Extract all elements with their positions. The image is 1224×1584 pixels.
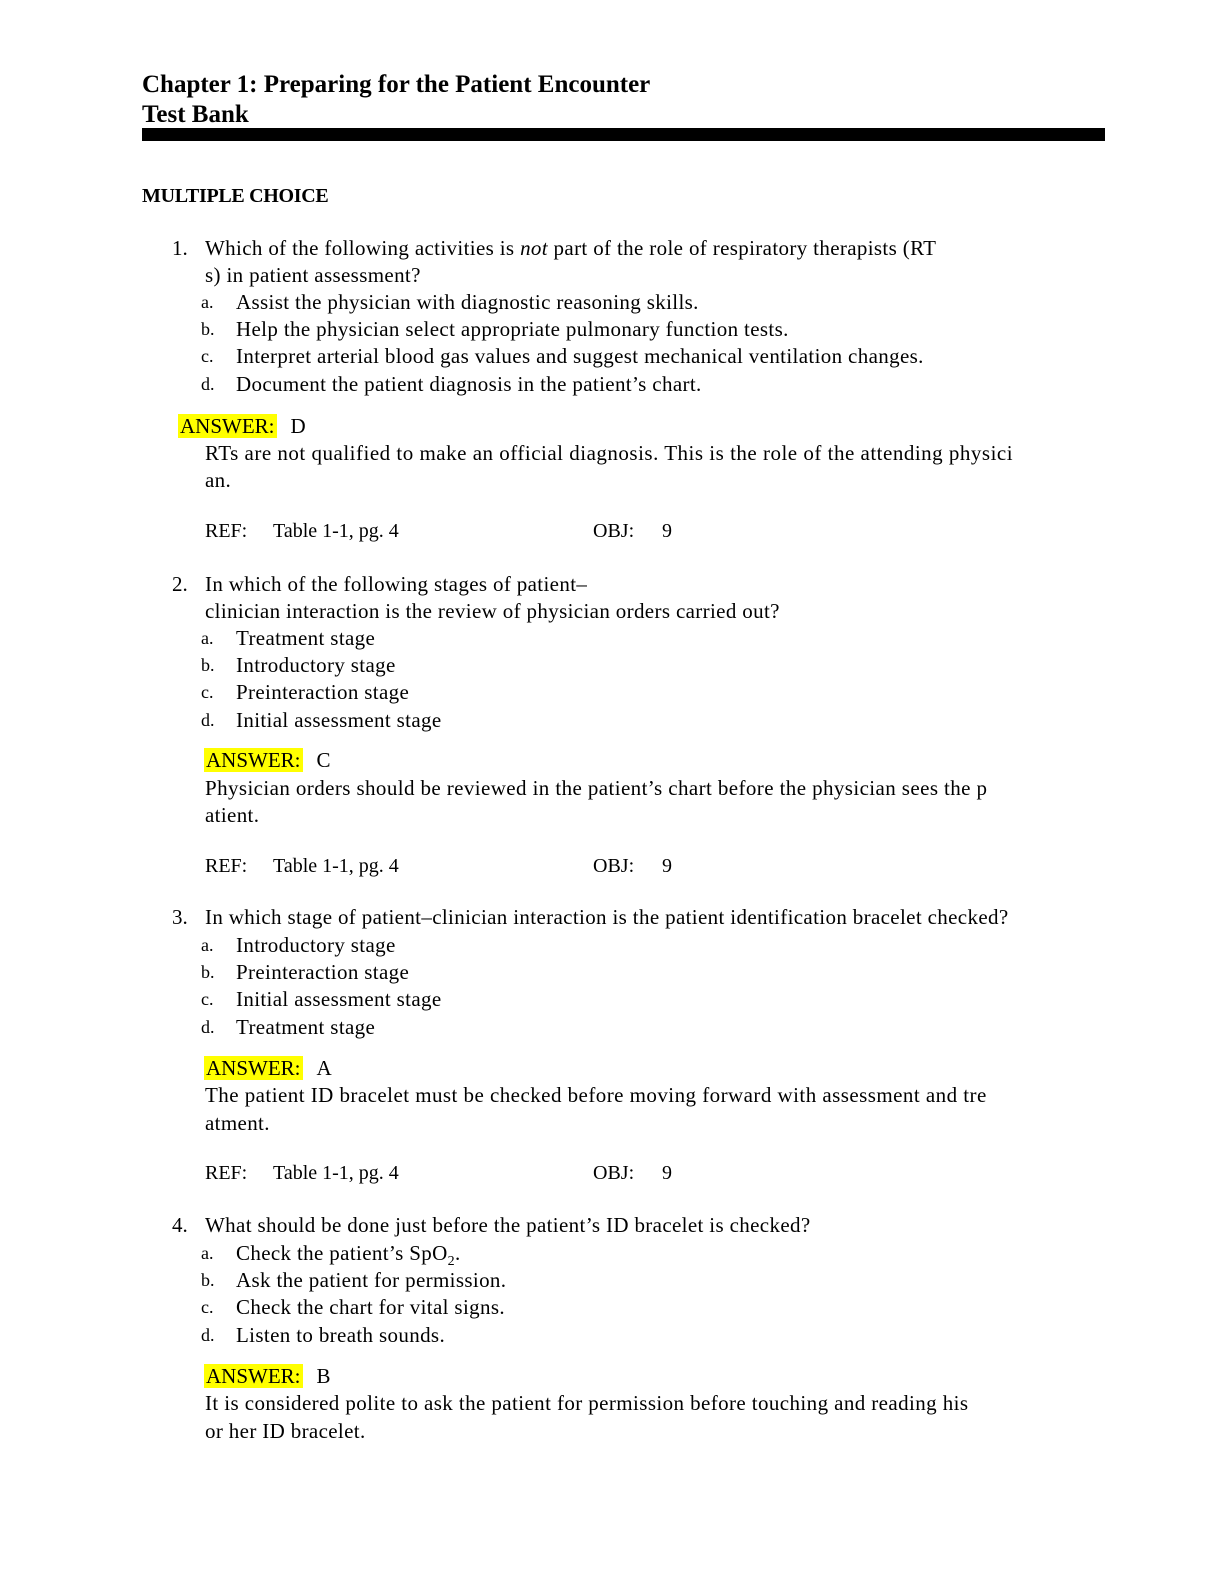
option-letter: a. [201,1243,214,1263]
header-rule [142,128,1105,141]
obj-label: OBJ: [593,520,635,542]
option-text: Introductory stage [236,653,396,677]
obj-value: 9 [662,855,672,877]
question-stem: What should be done just before the patient’s ID bracelet is checked? [205,1213,811,1237]
answer-value: D [290,414,307,438]
option-letter: c. [201,989,214,1009]
answer-line [204,1056,332,1081]
option-letter: a. [201,292,214,312]
question-number: 2. [172,572,188,596]
answer-label: ANSWER: [206,748,301,772]
answer-line [178,414,306,439]
explanation-cont: or her ID bracelet. [205,1419,366,1443]
question-stem: In which of the following stages of patient– [205,572,588,596]
answer-value: A [316,1056,333,1080]
explanation: The patient ID bracelet must be checked before moving forward with assessment and tre [205,1083,987,1107]
option-text: Document the patient diagnosis in the patient’s chart. [236,372,702,396]
option-text: Introductory stage [236,933,396,957]
emphasis: not [520,236,548,260]
ref-label: REF: [205,855,248,877]
ref-value: Table 1-1, pg. 4 [273,1162,399,1184]
question-stem: In which stage of patient–clinician interaction is the patient identification bracelet checked? [205,905,1009,929]
option-letter: d. [201,710,215,730]
explanation-cont: atient. [205,803,260,827]
question-stem: Which of the following activities is not part of the role of respiratory therapists (RT [205,236,937,260]
test-bank-title: Test Bank [142,101,249,128]
option-letter: d. [201,374,215,394]
obj-value: 9 [662,520,672,542]
answer-value: B [316,1364,331,1388]
ref-label: REF: [205,1162,248,1184]
question-number: 1. [172,236,188,260]
question-number: 4. [172,1213,188,1237]
option-letter: b. [201,319,215,339]
subscript: 2 [447,1254,455,1270]
option-letter: d. [201,1325,215,1345]
explanation: It is considered polite to ask the patient for permission before touching and reading his [205,1391,969,1415]
option-letter: b. [201,655,215,675]
option-text: Check the chart for vital signs. [236,1295,505,1319]
option-text: Treatment stage [236,1015,376,1039]
answer-value: C [316,748,331,772]
option-text: Preinteraction stage [236,960,410,984]
option-text: Treatment stage [236,626,376,650]
option-text: Ask the patient for permission. [236,1268,507,1292]
option-letter: c. [201,1297,214,1317]
option-text: Listen to breath sounds. [236,1323,446,1347]
option-letter: a. [201,935,214,955]
option-text: Interpret arterial blood gas values and suggest mechanical ventilation changes. [236,344,924,368]
answer-line [204,748,331,773]
option-letter: c. [201,346,214,366]
option-letter: b. [201,962,215,982]
option-text: Initial assessment stage [236,708,442,732]
answer-label: ANSWER: [206,1364,301,1388]
option-text: Assist the physician with diagnostic reasoning skills. [236,290,699,314]
option-text: Help the physician select appropriate pulmonary function tests. [236,317,789,341]
option-text: Initial assessment stage [236,987,442,1011]
question-stem-cont: clinician interaction is the review of physician orders carried out? [205,599,780,623]
option-letter: b. [201,1270,215,1290]
answer-line [204,1364,331,1389]
option-text: Preinteraction stage [236,680,410,704]
explanation-cont: atment. [205,1111,270,1135]
option-letter: c. [201,682,214,702]
obj-label: OBJ: [593,855,635,877]
option-text: Check the patient’s SpO$_2$. [236,1241,461,1270]
obj-label: OBJ: [593,1162,635,1184]
ref-label: REF: [205,520,248,542]
ref-value: Table 1-1, pg. 4 [273,855,399,877]
chapter-title: Chapter 1: Preparing for the Patient Encounter [142,71,651,98]
option-letter: d. [201,1017,215,1037]
ref-value: Table 1-1, pg. 4 [273,520,399,542]
question-stem-cont: s) in patient assessment? [205,263,421,287]
explanation-cont: an. [205,468,232,492]
section-heading: MULTIPLE CHOICE [142,185,329,207]
question-number: 3. [172,905,188,929]
answer-label: ANSWER: [180,414,275,438]
option-letter: a. [201,628,214,648]
obj-value: 9 [662,1162,672,1184]
explanation: Physician orders should be reviewed in the patient’s chart before the physician sees the p [205,776,988,800]
answer-label: ANSWER: [206,1056,301,1080]
explanation: RTs are not qualified to make an official diagnosis. This is the role of the attending physici [205,441,1014,465]
